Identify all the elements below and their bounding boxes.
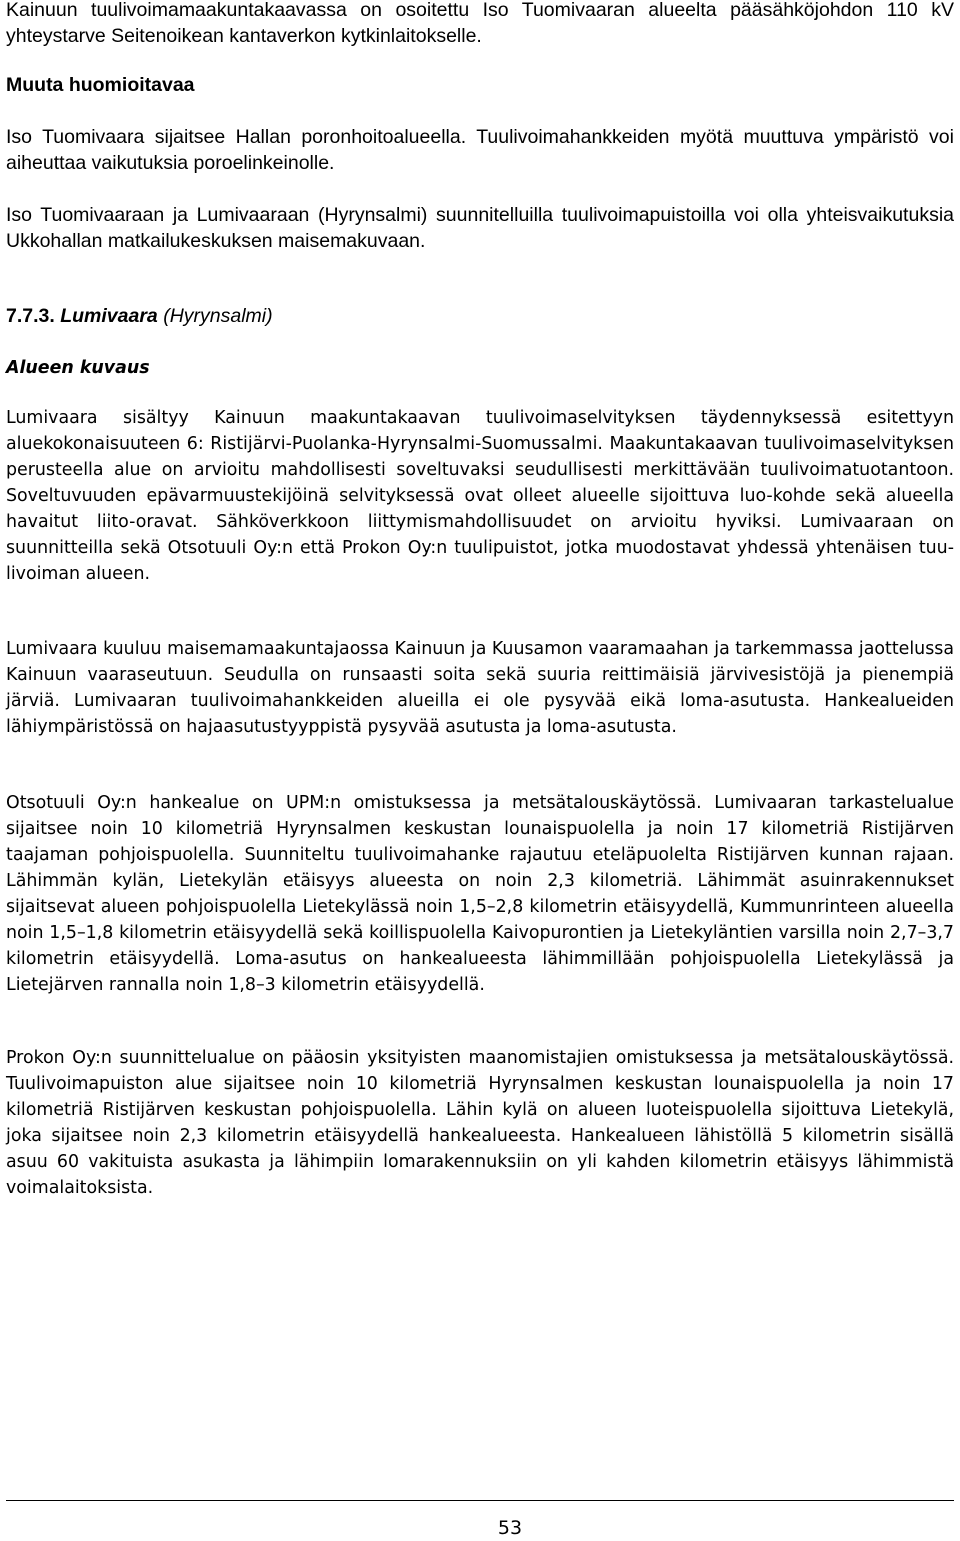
paragraph-otsotuuli: Otsotuuli Oy:n hankealue on UPM:n omistuksessa ja metsätalouskäytössä. Lumivaaran tarkastelualue sijaitsee noin 10 kilometriä Hyrynsalmen keskustan lounaispuolella ja noin 17 kilometriä Ristijärven taajaman pohjoispuolella. Suunniteltu tuulivoimahanke rajautuu eteläpuolelta Ristijärven kunnan rajaan. Lähimmän kylän, Lietekylän etäisyys alueesta on noin 2,3 kilometriä. Lähimmät asuinrakennukset sijaitsevat alueen pohjoispuolella Lietekylässä noin 1,5–2,8 kilometrin etäisyydellä, Kummunrinteen alueella noin 1,5–1,8 kilometrin etäisyydellä sekä koillispuolella Kaivopurontien ja Lietekyläntien varsilla noin 2,7–3,7 kilometrin etäisyydellä. Loma-asutus on hankealueesta lähimmillään pohjoispuolella Lietekylässä ja Lietejärven rannalla noin 1,8–3 kilometrin etäisyydellä. [6, 793, 954, 995]
paragraph-landscape: Lumivaara kuuluu maisemamaakuntajaossa Kainuun ja Kuusamon vaaramaahan ja tarkemmassa jaottelussa Kainuun vaaraseutuun. Seudulla on runsaasti soita sekä suuria reittimäisiä järvivesistöjä ja pienempiä järviä. Lumivaaran tuulivoimahankkeiden alueilla ei ole pysyvää eikä loma-asutusta. Hankealueiden lähiympäristössä on hajaasutustyyppistä pysyvää asutusta ja loma-asutusta. [6, 639, 954, 737]
section-subtitle: (Hyrynsalmi) [163, 305, 273, 327]
heading-alueen-kuvaus: Alueen kuvaus [6, 358, 150, 378]
paragraph-power-line: Kainuun tuulivoimamaakuntakaavassa on osoitettu Iso Tuomivaaran alueelta pääsähköjohdon 110 kV yhteystarve Seitenoikean kantaverkon kytkinlaitokselle. [6, 0, 954, 47]
heading-muuta-huomioitavaa: Muuta huomioitavaa [6, 74, 195, 96]
page-number: 53 [497, 1517, 523, 1539]
section-name: Lumivaara [60, 305, 158, 327]
section-heading [6, 303, 273, 329]
paragraph-prokon: Prokon Oy:n suunnittelualue on pääosin yksityisten maanomistajien omistuksessa ja metsätalouskäytössä. Tuulivoimapuiston alue sijaitsee noin 10 kilometriä Hyrynsalmen keskustan lounaispuolella ja noin 17 kilometriä Ristijärven keskustan pohjoispuolella. Lähin kylä on alueen luoteispuolella sijoittuva Lietekylä, joka sijaitsee noin 2,3 kilometrin etäisyydellä hankealueesta. Hankealueen lähistöllä 5 kilometrin sisällä asuu 60 vakituista asukasta ja lähimpiin lomarakennuksiin on yli kahden kilometrin etäisyys lähimmistä voimalaitoksista. [6, 1048, 954, 1198]
section-number: 7.7.3. [6, 305, 55, 327]
paragraph-area-description: Lumivaara sisältyy Kainuun maakuntakaavan tuulivoimaselvityksen täydennyksessä esitettyyn aluekokonaisuuteen 6: Ristijärvi-Puolanka-Hyrynsalmi-Suomussalmi. Maakuntakaavan tuulivoimaselvityksen perusteella alue on arvioitu mahdollisesti soveltuvaksi seudullisesti merkittävään tuulivoimatuotantoon. Soveltuvuuden epävarmuustekijöinä selvityksessä ovat olleet alueelle sijoittuva luo-kohde sekä alueella havaitut liito-oravat. Sähköverkkoon liittymismahdollisuudet on arvioitu hyviksi. Lumivaaraan on suunnitteilla sekä Otsotuuli Oy:n että Prokon Oy:n tuulipuistot, jotka muodostavat yhdessä yhtenäisen tuulivoiman alueen. [6, 408, 954, 584]
paragraph-cumulative-effects: Iso Tuomivaaraan ja Lumivaaraan (Hyrynsalmi) suunnitelluilla tuulivoimapuistoilla voi olla yhteisvaikutuksia Ukkohallan matkailukeskuksen maisemakuvaan. [6, 204, 954, 252]
footer-divider [6, 1500, 954, 1501]
paragraph-reindeer-herding: Iso Tuomivaara sijaitsee Hallan poronhoitoalueella. Tuulivoimahankkeiden myötä muuttuva ympäristö voi aiheuttaa vaikutuksia poroelinkeinolle. [6, 126, 954, 174]
